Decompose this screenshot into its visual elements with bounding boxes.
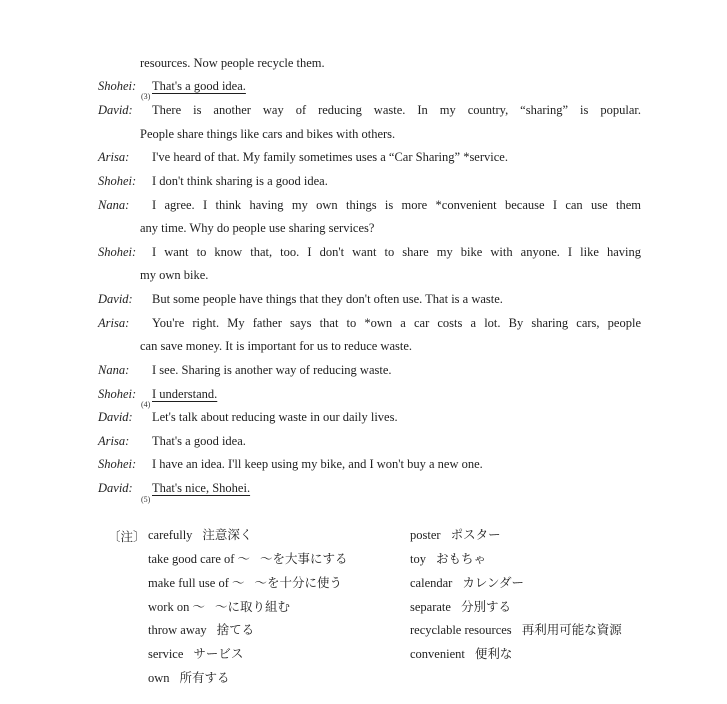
underline-number-5: (5) bbox=[141, 495, 151, 504]
note-item bbox=[148, 599, 290, 615]
line-text: There is another way of reducing waste. In my country, “sharing” is popular. bbox=[152, 103, 641, 117]
speaker-name: Nana: bbox=[98, 363, 130, 377]
speaker-name: Nana: bbox=[98, 198, 130, 212]
line-text: I don't think sharing is a good idea. bbox=[152, 174, 328, 188]
note-jp: 注意深く bbox=[202, 528, 253, 542]
note-item bbox=[410, 646, 512, 662]
note-jp: 分別する bbox=[460, 600, 511, 614]
line-text: I agree. I think having my own things is more *convenient because I can use them bbox=[152, 198, 641, 212]
line-text: Let's talk about reducing waste in our daily lives. bbox=[152, 410, 398, 424]
note-item bbox=[148, 670, 230, 686]
note-en: calendar bbox=[410, 576, 453, 590]
line-text: any time. Why do people use sharing services? bbox=[140, 221, 375, 235]
note-item bbox=[410, 599, 511, 615]
speaker-name: Shohei: bbox=[98, 457, 137, 471]
line-text: People share things like cars and bikes with others. bbox=[140, 127, 396, 141]
note-jp: 便利な bbox=[474, 647, 513, 661]
underlined-sentence-3: That's a good idea. bbox=[152, 79, 246, 93]
note-item bbox=[410, 622, 622, 638]
note-jp: 所有する bbox=[179, 671, 230, 685]
line-text: You're right. My father says that to *own a car costs a lot. By sharing cars, people bbox=[152, 316, 641, 330]
speaker-name: Arisa: bbox=[98, 316, 130, 330]
speaker-name: David: bbox=[98, 292, 133, 306]
line-text: resources. Now people recycle them. bbox=[140, 56, 325, 70]
underlined-sentence-4: I understand. bbox=[152, 387, 218, 401]
note-jp: 捨てる bbox=[216, 623, 255, 637]
speaker-name: Arisa: bbox=[98, 150, 130, 164]
line-text: can save money. It is important for us to reduce waste. bbox=[140, 339, 413, 353]
note-en: poster bbox=[410, 528, 441, 542]
note-en: make full use of ～ bbox=[148, 576, 245, 590]
note-item bbox=[148, 646, 243, 662]
note-en: carefully bbox=[148, 528, 193, 542]
line-text: I want to know that, too. I don't want to share my bike with anyone. I like having bbox=[152, 245, 641, 259]
line-text: my own bike. bbox=[140, 268, 209, 282]
note-item bbox=[410, 551, 486, 567]
note-jp: カレンダー bbox=[462, 576, 525, 590]
note-en: throw away bbox=[148, 623, 207, 637]
underline-number-4: (4) bbox=[141, 400, 151, 409]
note-item bbox=[148, 622, 254, 638]
speaker-name: Shohei: bbox=[98, 79, 137, 93]
speaker-name: Shohei: bbox=[98, 387, 137, 401]
note-en: service bbox=[148, 647, 184, 661]
speaker-name: Arisa: bbox=[98, 434, 130, 448]
note-en: toy bbox=[410, 552, 426, 566]
speaker-name: David: bbox=[98, 410, 133, 424]
note-jp: ～に取り組む bbox=[214, 600, 290, 614]
note-item bbox=[148, 575, 342, 591]
note-item bbox=[148, 551, 348, 567]
note-jp: ～を十分に使う bbox=[254, 576, 343, 590]
note-jp: ～を大事にする bbox=[260, 552, 348, 566]
line-text: I see. Sharing is another way of reducing waste. bbox=[152, 363, 392, 377]
note-item bbox=[410, 527, 501, 543]
underlined-sentence-5: That's nice, Shohei. bbox=[152, 481, 251, 495]
underline-number-3: (3) bbox=[141, 92, 151, 101]
line-text: But some people have things that they don't often use. That is a waste. bbox=[152, 292, 503, 306]
note-en: own bbox=[148, 671, 170, 685]
note-jp: サービス bbox=[193, 647, 244, 661]
note-en: work on ～ bbox=[148, 600, 205, 614]
line-text: I have an idea. I'll keep using my bike, and I won't buy a new one. bbox=[152, 457, 483, 471]
note-en: recyclable resources bbox=[410, 623, 512, 637]
speaker-name: David: bbox=[98, 481, 133, 495]
note-jp: ポスター bbox=[450, 528, 501, 542]
speaker-name: David: bbox=[98, 103, 133, 117]
note-en: convenient bbox=[410, 647, 465, 661]
note-item bbox=[410, 575, 524, 591]
note-jp: おもちゃ bbox=[435, 552, 486, 566]
speaker-name: Shohei: bbox=[98, 174, 137, 188]
line-text: That's a good idea. bbox=[152, 434, 246, 448]
note-en: separate bbox=[410, 600, 451, 614]
note-item bbox=[148, 527, 252, 543]
notes-label: 〔注〕 bbox=[108, 530, 146, 544]
note-jp: 再利用可能な資源 bbox=[521, 623, 622, 637]
note-en: take good care of ～ bbox=[148, 552, 251, 566]
line-text: I've heard of that. My family sometimes uses a “Car Sharing” *service. bbox=[152, 150, 508, 164]
speaker-name: Shohei: bbox=[98, 245, 137, 259]
